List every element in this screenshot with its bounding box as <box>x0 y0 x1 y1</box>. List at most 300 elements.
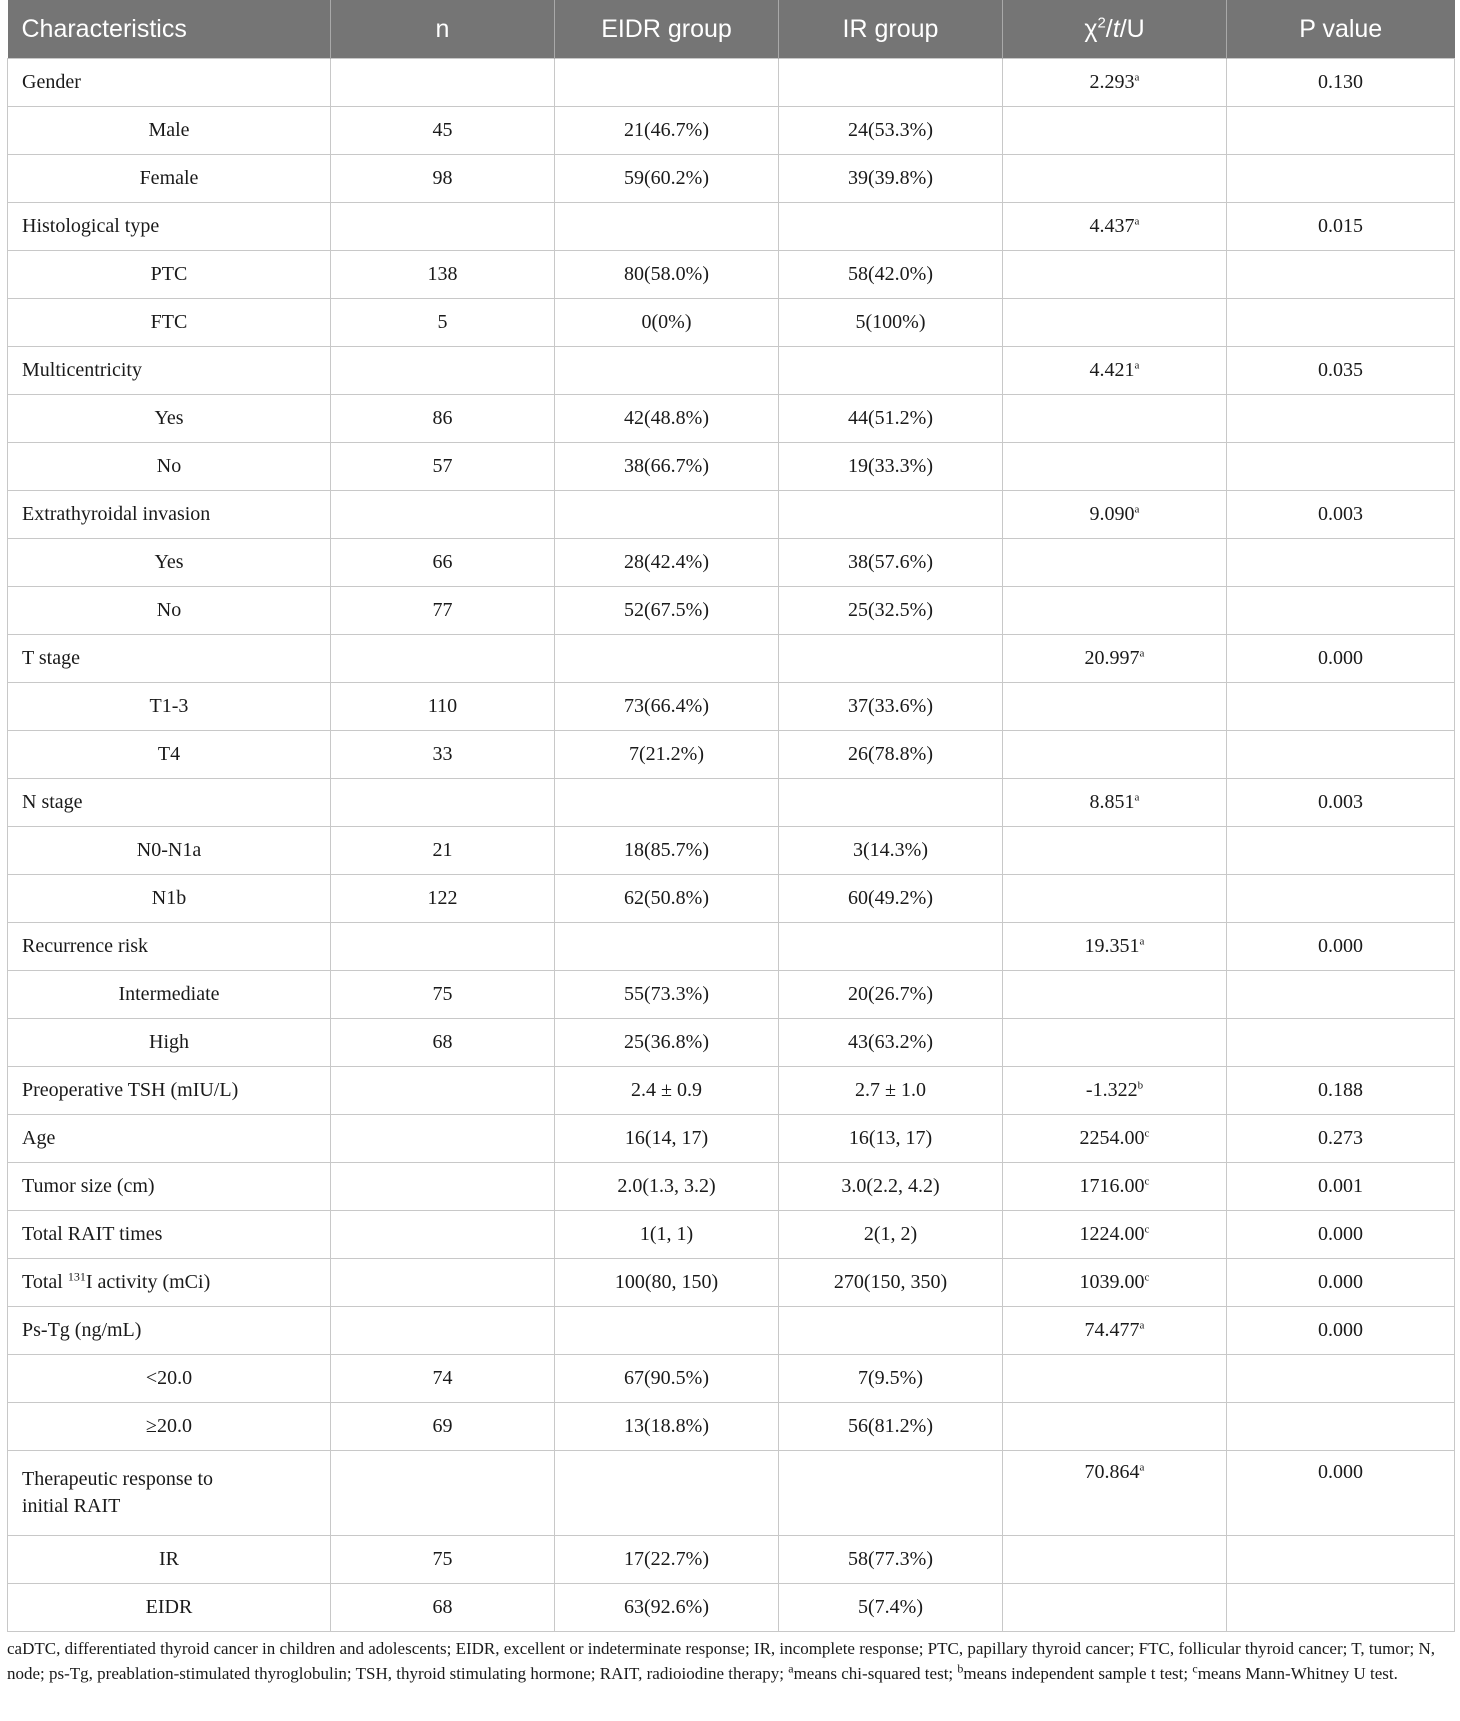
cell-label: PTC <box>150 263 188 285</box>
cell-statistic-superscript: c <box>1144 1223 1150 1236</box>
cell-statistic-value: 8.851 <box>1089 791 1135 813</box>
table-row <box>8 1067 1455 1115</box>
cell-statistic-superscript: a <box>1134 215 1140 228</box>
cell-ir-value: 25(32.5%) <box>848 599 933 621</box>
header-statistic <box>1003 0 1227 59</box>
cell-n-value: 86 <box>432 407 453 429</box>
cell-statistic <box>1003 443 1227 491</box>
cell-label: Histological type <box>22 215 160 237</box>
cell-ir <box>779 923 1003 971</box>
cell-ir <box>779 491 1003 539</box>
cell-eidr-value: 63(92.6%) <box>624 1596 709 1618</box>
table-row <box>8 203 1455 251</box>
cell-characteristic <box>8 347 331 395</box>
header-ir-group: IR group <box>779 0 1003 59</box>
cell-n <box>331 971 555 1019</box>
cell-label: Total RAIT times <box>22 1223 163 1245</box>
cell-n <box>331 1403 555 1451</box>
cell-label: High <box>149 1031 189 1053</box>
cell-p-value <box>1227 299 1455 347</box>
header-stat-sep2: /U <box>1119 14 1145 43</box>
cell-n-value: 110 <box>427 695 458 717</box>
cell-p-value <box>1227 491 1455 539</box>
cell-statistic <box>1003 1115 1227 1163</box>
cell-statistic-superscript: a <box>1139 1461 1145 1474</box>
cell-n-value: 45 <box>432 119 453 141</box>
cell-ir <box>779 1536 1003 1584</box>
cell-p-value <box>1227 971 1455 1019</box>
cell-eidr <box>555 683 779 731</box>
cell-eidr-value: 28(42.4%) <box>624 551 709 573</box>
cell-label: T stage <box>22 647 80 669</box>
cell-n <box>331 1211 555 1259</box>
cell-eidr <box>555 491 779 539</box>
cell-ir <box>779 1019 1003 1067</box>
cell-n <box>331 107 555 155</box>
cell-p-value <box>1227 347 1455 395</box>
cell-characteristic <box>8 1259 331 1307</box>
cell-eidr-value: 55(73.3%) <box>624 983 709 1005</box>
cell-label: T4 <box>157 743 181 765</box>
cell-statistic-value: 9.090 <box>1089 503 1135 525</box>
table-row <box>8 491 1455 539</box>
table-row <box>8 923 1455 971</box>
cell-n <box>331 923 555 971</box>
cell-eidr <box>555 731 779 779</box>
cell-ir-value: 5(7.4%) <box>858 1596 923 1618</box>
cell-eidr-value: 2.0(1.3, 3.2) <box>617 1175 716 1197</box>
cell-eidr <box>555 971 779 1019</box>
cell-statistic-value: 4.421 <box>1089 359 1135 381</box>
cell-ir-value: 19(33.3%) <box>848 455 933 477</box>
cell-p-value <box>1227 1451 1455 1536</box>
header-stat-chi: χ <box>1084 14 1098 43</box>
cell-n <box>331 1067 555 1115</box>
cell-eidr <box>555 299 779 347</box>
cell-n <box>331 731 555 779</box>
cell-ir-value: 60(49.2%) <box>848 887 933 909</box>
cell-eidr <box>555 1115 779 1163</box>
header-n: n <box>331 0 555 59</box>
cell-p-value <box>1227 1259 1455 1307</box>
cell-p-value <box>1227 635 1455 683</box>
header-p-value: P value <box>1227 0 1455 59</box>
cell-ir <box>779 875 1003 923</box>
cell-statistic <box>1003 1307 1227 1355</box>
cell-eidr-value: 52(67.5%) <box>624 599 709 621</box>
cell-characteristic <box>8 1584 331 1632</box>
cell-statistic <box>1003 1019 1227 1067</box>
cell-ir <box>779 203 1003 251</box>
cell-n-value: 74 <box>432 1367 453 1389</box>
cell-statistic <box>1003 1451 1227 1536</box>
cell-statistic-superscript: a <box>1139 1319 1145 1332</box>
cell-n <box>331 1536 555 1584</box>
cell-n <box>331 443 555 491</box>
cell-n <box>331 251 555 299</box>
cell-eidr <box>555 1355 779 1403</box>
cell-label: Recurrence risk <box>22 935 149 957</box>
cell-ir-value: 16(13, 17) <box>848 1127 933 1149</box>
cell-eidr <box>555 1403 779 1451</box>
cell-n-value: 33 <box>432 743 453 765</box>
footnote-sup-c: c <box>1192 1661 1198 1676</box>
cell-statistic-value: -1.322 <box>1085 1079 1138 1101</box>
cell-eidr-value: 13(18.8%) <box>624 1415 709 1437</box>
table-row <box>8 683 1455 731</box>
cell-ir <box>779 971 1003 1019</box>
cell-p-value <box>1227 443 1455 491</box>
cell-eidr-value: 7(21.2%) <box>629 743 704 765</box>
cell-ir <box>779 539 1003 587</box>
header-stat-sep1: / <box>1105 14 1113 43</box>
cell-p-value-text: 0.000 <box>1318 1319 1363 1341</box>
cell-n-value: 138 <box>427 263 458 285</box>
cell-n <box>331 1115 555 1163</box>
cell-p-value <box>1227 1163 1455 1211</box>
cell-statistic <box>1003 923 1227 971</box>
cell-eidr-value: 16(14, 17) <box>624 1127 709 1149</box>
cell-n <box>331 1259 555 1307</box>
cell-n <box>331 59 555 107</box>
cell-statistic <box>1003 827 1227 875</box>
cell-p-value <box>1227 1536 1455 1584</box>
cell-label: N stage <box>22 791 83 813</box>
cell-p-value <box>1227 875 1455 923</box>
cell-eidr <box>555 923 779 971</box>
cell-characteristic <box>8 779 331 827</box>
cell-statistic-value: 1716.00 <box>1079 1175 1145 1197</box>
cell-label: No <box>156 599 182 621</box>
cell-ir <box>779 1259 1003 1307</box>
cell-eidr-value: 62(50.8%) <box>624 887 709 909</box>
cell-ir-value: 58(42.0%) <box>848 263 933 285</box>
cell-n-value: 98 <box>432 167 453 189</box>
cell-p-value <box>1227 539 1455 587</box>
cell-statistic <box>1003 731 1227 779</box>
cell-eidr <box>555 1584 779 1632</box>
cell-ir <box>779 1163 1003 1211</box>
cell-n-value: 122 <box>427 887 458 909</box>
cell-ir <box>779 731 1003 779</box>
cell-ir <box>779 107 1003 155</box>
table-row <box>8 443 1455 491</box>
cell-n <box>331 875 555 923</box>
cell-label: Female <box>139 167 199 189</box>
cell-ir <box>779 779 1003 827</box>
cell-label: <20.0 <box>145 1367 193 1389</box>
cell-p-value <box>1227 779 1455 827</box>
cell-statistic <box>1003 1259 1227 1307</box>
cell-eidr-value: 80(58.0%) <box>624 263 709 285</box>
cell-statistic-value: 70.864 <box>1084 1461 1140 1483</box>
header-characteristics: Characteristics <box>8 0 331 59</box>
cell-statistic <box>1003 1163 1227 1211</box>
cell-eidr <box>555 59 779 107</box>
table-row <box>8 347 1455 395</box>
table-row <box>8 1536 1455 1584</box>
cell-ir-value: 38(57.6%) <box>848 551 933 573</box>
cell-characteristic <box>8 395 331 443</box>
cell-p-value <box>1227 923 1455 971</box>
cell-eidr <box>555 203 779 251</box>
cell-statistic <box>1003 299 1227 347</box>
cell-ir <box>779 1307 1003 1355</box>
table-row <box>8 539 1455 587</box>
cell-characteristic <box>8 635 331 683</box>
cell-eidr <box>555 1451 779 1536</box>
header-stat-chi-sup: 2 <box>1097 14 1106 32</box>
cell-p-value-text: 0.273 <box>1318 1127 1363 1149</box>
cell-statistic-superscript: a <box>1134 503 1140 516</box>
cell-n <box>331 587 555 635</box>
cell-label: Age <box>22 1127 56 1149</box>
cell-ir <box>779 251 1003 299</box>
cell-eidr-value: 100(80, 150) <box>614 1271 719 1293</box>
cell-label: Male <box>148 119 190 141</box>
cell-p-value <box>1227 1355 1455 1403</box>
cell-n <box>331 779 555 827</box>
cell-statistic <box>1003 1067 1227 1115</box>
cell-ir-value: 43(63.2%) <box>848 1031 933 1053</box>
cell-label: Yes <box>154 407 184 429</box>
cell-n-value: 21 <box>432 839 453 861</box>
table-row <box>8 1259 1455 1307</box>
cell-statistic-value: 1224.00 <box>1079 1223 1145 1245</box>
table-row <box>8 1307 1455 1355</box>
cell-statistic <box>1003 635 1227 683</box>
cell-ir-value: 26(78.8%) <box>848 743 933 765</box>
cell-ir-value: 39(39.8%) <box>848 167 933 189</box>
cell-n-value: 68 <box>432 1031 453 1053</box>
cell-eidr-value: 73(66.4%) <box>624 695 709 717</box>
cell-label-superscript: 131 <box>67 1269 86 1284</box>
cell-n-value: 57 <box>432 455 453 477</box>
cell-n <box>331 347 555 395</box>
cell-statistic-superscript: c <box>1144 1175 1150 1188</box>
cell-statistic-value: 1039.00 <box>1079 1271 1145 1293</box>
cell-characteristic <box>8 251 331 299</box>
cell-ir <box>779 1403 1003 1451</box>
cell-eidr <box>555 875 779 923</box>
cell-statistic-superscript: a <box>1139 647 1145 660</box>
cell-n <box>331 203 555 251</box>
cell-ir <box>779 587 1003 635</box>
cell-n-value: 75 <box>432 983 453 1005</box>
cell-characteristic <box>8 59 331 107</box>
table-row <box>8 251 1455 299</box>
cell-characteristic <box>8 1019 331 1067</box>
cell-statistic <box>1003 779 1227 827</box>
cell-p-value-text: 0.003 <box>1318 503 1363 525</box>
characteristics-table <box>7 0 1455 1632</box>
cell-p-value-text: 0.000 <box>1318 1461 1363 1483</box>
table-row <box>8 1211 1455 1259</box>
cell-n <box>331 1163 555 1211</box>
cell-statistic-value: 19.351 <box>1084 935 1140 957</box>
cell-statistic-value: 2254.00 <box>1079 1127 1145 1149</box>
cell-statistic-superscript: a <box>1139 935 1145 948</box>
cell-n <box>331 539 555 587</box>
cell-label: IR <box>159 1548 179 1570</box>
cell-statistic <box>1003 347 1227 395</box>
cell-p-value-text: 0.130 <box>1318 71 1363 93</box>
table-row <box>8 1115 1455 1163</box>
cell-ir-value: 2.7 ± 1.0 <box>855 1079 926 1101</box>
cell-ir <box>779 347 1003 395</box>
cell-label: EIDR <box>145 1596 193 1618</box>
cell-ir <box>779 1115 1003 1163</box>
cell-statistic <box>1003 683 1227 731</box>
cell-eidr <box>555 443 779 491</box>
cell-statistic <box>1003 491 1227 539</box>
cell-n <box>331 1019 555 1067</box>
cell-characteristic <box>8 107 331 155</box>
cell-p-value-text: 0.000 <box>1318 1271 1363 1293</box>
cell-n-value: 68 <box>432 1596 453 1618</box>
cell-ir <box>779 59 1003 107</box>
header-stat-t: t <box>1112 14 1120 43</box>
cell-ir-value: 58(77.3%) <box>848 1548 933 1570</box>
cell-statistic <box>1003 1584 1227 1632</box>
cell-eidr-value: 18(85.7%) <box>624 839 709 861</box>
footnote-sup-b: b <box>957 1661 964 1676</box>
table-row <box>8 1355 1455 1403</box>
cell-characteristic <box>8 1115 331 1163</box>
table-row <box>8 731 1455 779</box>
cell-n <box>331 827 555 875</box>
cell-p-value-text: 0.001 <box>1318 1175 1363 1197</box>
cell-n-value: 75 <box>432 1548 453 1570</box>
cell-eidr-value: 25(36.8%) <box>624 1031 709 1053</box>
cell-characteristic <box>8 1403 331 1451</box>
cell-statistic <box>1003 59 1227 107</box>
cell-characteristic <box>8 875 331 923</box>
cell-characteristic <box>8 731 331 779</box>
cell-characteristic <box>8 1067 331 1115</box>
table-row <box>8 779 1455 827</box>
cell-characteristic <box>8 443 331 491</box>
cell-label: Multicentricity <box>22 359 142 381</box>
header-eidr-group: EIDR group <box>555 0 779 59</box>
cell-label: Yes <box>154 551 184 573</box>
cell-characteristic <box>8 1355 331 1403</box>
cell-label: Therapeutic response to <box>22 1468 214 1490</box>
cell-p-value <box>1227 1584 1455 1632</box>
cell-statistic <box>1003 1355 1227 1403</box>
cell-n <box>331 683 555 731</box>
table-row <box>8 971 1455 1019</box>
cell-ir-value: 3.0(2.2, 4.2) <box>841 1175 940 1197</box>
cell-p-value <box>1227 203 1455 251</box>
cell-eidr <box>555 539 779 587</box>
cell-ir <box>779 395 1003 443</box>
cell-label: T1-3 <box>149 695 189 717</box>
cell-eidr-value: 17(22.7%) <box>624 1548 709 1570</box>
cell-eidr-value: 2.4 ± 0.9 <box>631 1079 702 1101</box>
table-row <box>8 155 1455 203</box>
cell-n <box>331 1451 555 1536</box>
cell-eidr-value: 42(48.8%) <box>624 407 709 429</box>
cell-characteristic <box>8 827 331 875</box>
cell-eidr <box>555 1259 779 1307</box>
cell-eidr <box>555 155 779 203</box>
cell-statistic <box>1003 539 1227 587</box>
cell-eidr <box>555 1211 779 1259</box>
cell-label: Intermediate <box>118 983 220 1005</box>
cell-eidr-value: 0(0%) <box>641 311 692 333</box>
cell-eidr <box>555 395 779 443</box>
cell-ir-value: 44(51.2%) <box>848 407 933 429</box>
cell-characteristic <box>8 923 331 971</box>
cell-n-value: 5 <box>437 311 448 333</box>
cell-statistic-superscript: c <box>1144 1127 1150 1140</box>
cell-p-value-text: 0.188 <box>1318 1079 1363 1101</box>
cell-ir-value: 7(9.5%) <box>858 1367 923 1389</box>
cell-statistic <box>1003 875 1227 923</box>
cell-p-value <box>1227 683 1455 731</box>
cell-n-value: 69 <box>432 1415 453 1437</box>
cell-statistic <box>1003 155 1227 203</box>
cell-characteristic <box>8 491 331 539</box>
cell-label: N0-N1a <box>136 839 202 861</box>
cell-n <box>331 1584 555 1632</box>
cell-p-value <box>1227 1403 1455 1451</box>
cell-label: FTC <box>150 311 188 333</box>
cell-eidr-value: 21(46.7%) <box>624 119 709 141</box>
cell-characteristic <box>8 1307 331 1355</box>
cell-label: I activity (mCi) <box>85 1271 211 1293</box>
cell-characteristic <box>8 203 331 251</box>
table-row <box>8 635 1455 683</box>
cell-label: Gender <box>22 71 81 93</box>
cell-characteristic <box>8 1211 331 1259</box>
cell-n <box>331 299 555 347</box>
cell-n <box>331 491 555 539</box>
cell-n-value: 77 <box>432 599 453 621</box>
table-row <box>8 1163 1455 1211</box>
cell-characteristic <box>8 683 331 731</box>
cell-eidr-value: 59(60.2%) <box>624 167 709 189</box>
cell-eidr <box>555 1307 779 1355</box>
cell-statistic <box>1003 1536 1227 1584</box>
cell-p-value-text: 0.015 <box>1318 215 1363 237</box>
cell-n-value: 66 <box>432 551 453 573</box>
table-header-row <box>8 0 1455 59</box>
cell-p-value <box>1227 827 1455 875</box>
cell-statistic-value: 2.293 <box>1089 71 1135 93</box>
cell-statistic-superscript: b <box>1137 1079 1144 1092</box>
cell-eidr <box>555 251 779 299</box>
cell-characteristic <box>8 299 331 347</box>
cell-ir <box>779 1067 1003 1115</box>
cell-ir <box>779 155 1003 203</box>
cell-eidr <box>555 1019 779 1067</box>
footnote-sup-a: a <box>788 1661 794 1676</box>
cell-statistic-value: 74.477 <box>1084 1319 1140 1341</box>
cell-p-value <box>1227 251 1455 299</box>
cell-characteristic <box>8 155 331 203</box>
table-row <box>8 875 1455 923</box>
cell-ir <box>779 683 1003 731</box>
cell-p-value <box>1227 395 1455 443</box>
cell-label: Extrathyroidal invasion <box>22 503 211 525</box>
cell-characteristic <box>8 539 331 587</box>
table-row <box>8 1584 1455 1632</box>
cell-eidr <box>555 1536 779 1584</box>
cell-p-value <box>1227 1307 1455 1355</box>
cell-ir-value: 270(150, 350) <box>833 1271 948 1293</box>
